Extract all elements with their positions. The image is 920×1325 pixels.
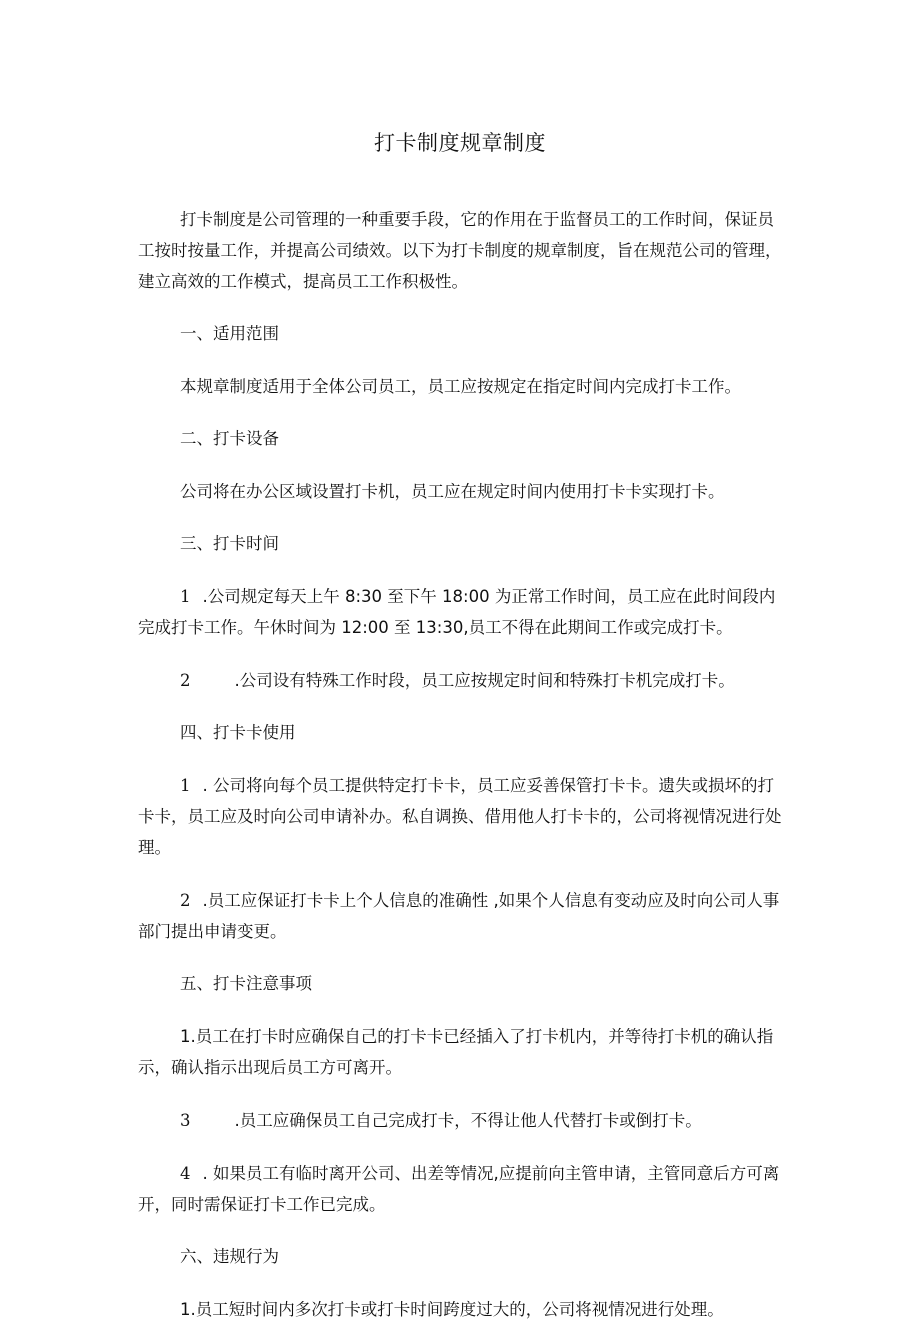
section-2-heading: 二、打卡设备 [180, 429, 279, 448]
section-6-item-1: 1.员工短时间内多次打卡或打卡时间跨度过大的，公司将视情况进行处理。 [180, 1300, 724, 1319]
section-5-heading: 五、打卡注意事项 [180, 974, 312, 993]
item-text: .公司设有特殊工作时段，员工应按规定时间和特殊打卡机完成打卡。 [234, 671, 735, 690]
section-6-heading: 六、违规行为 [180, 1247, 279, 1266]
section-5-item-1: 1.员工在打卡时应确保自己的打卡卡已经插入了打卡机内，并等待打卡机的确认指示，确认指示出现后员工方可离开。 [138, 1027, 774, 1077]
item-text: . 如果员工有临时离开公司、出差等情况,应提前向主管申请，主管同意后方可离开，同时需保证打卡工作已完成。 [138, 1164, 780, 1214]
section-4-item-2 [138, 885, 782, 947]
item-text: . 公司将向每个员工提供特定打卡卡，员工应妥善保管打卡卡。遗失或损坏的打卡卡，员工应及时向公司申请补办。私自调换、借用他人打卡卡的，公司将视情况进行处理。 [138, 776, 782, 857]
section-3-item-2 [138, 665, 782, 696]
intro-paragraph: 打卡制度是公司管理的一种重要手段，它的作用在于监督员工的工作时间，保证员工按时按量工作，并提高公司绩效。以下为打卡制度的规章制度，旨在规范公司的管理，建立高效的工作模式，提高员工工作积极性。 [138, 210, 782, 291]
section-1-heading: 一、适用范围 [180, 324, 279, 343]
item-number: 2 [180, 891, 191, 910]
item-text: .员工应保证打卡卡上个人信息的准确性 ,如果个人信息有变动应及时向公司人事部门提出申请变更。 [138, 891, 780, 941]
item-text: .员工应确保员工自己完成打卡，不得让他人代替打卡或倒打卡。 [234, 1111, 702, 1130]
section-3-heading: 三、打卡时间 [180, 534, 279, 553]
item-number: 1 [180, 776, 191, 795]
section-3-item-1 [138, 581, 782, 643]
item-number: 1 [180, 587, 191, 606]
document-body [138, 204, 782, 1325]
item-number: 4 [180, 1164, 191, 1183]
section-4-heading: 四、打卡卡使用 [180, 723, 296, 742]
item-number: 2 [180, 671, 191, 690]
item-text: .公司规定每天上午 8:30 至下午 18:00 为正常工作时间，员工应在此时间段内完成打卡工作。午休时间为 12:00 至 13:30,员工不得在此期间工作或完成打卡。 [138, 587, 776, 637]
section-1-paragraph: 本规章制度适用于全体公司员工，员工应按规定在指定时间内完成打卡工作。 [180, 377, 741, 396]
section-4-item-1 [138, 770, 782, 863]
document-title: 打卡制度规章制度 [374, 131, 546, 155]
section-2-paragraph: 公司将在办公区域设置打卡机，员工应在规定时间内使用打卡卡实现打卡。 [180, 482, 725, 501]
section-5-item-4 [138, 1158, 782, 1220]
section-5-item-3 [138, 1105, 782, 1136]
item-number: 3 [180, 1111, 191, 1130]
